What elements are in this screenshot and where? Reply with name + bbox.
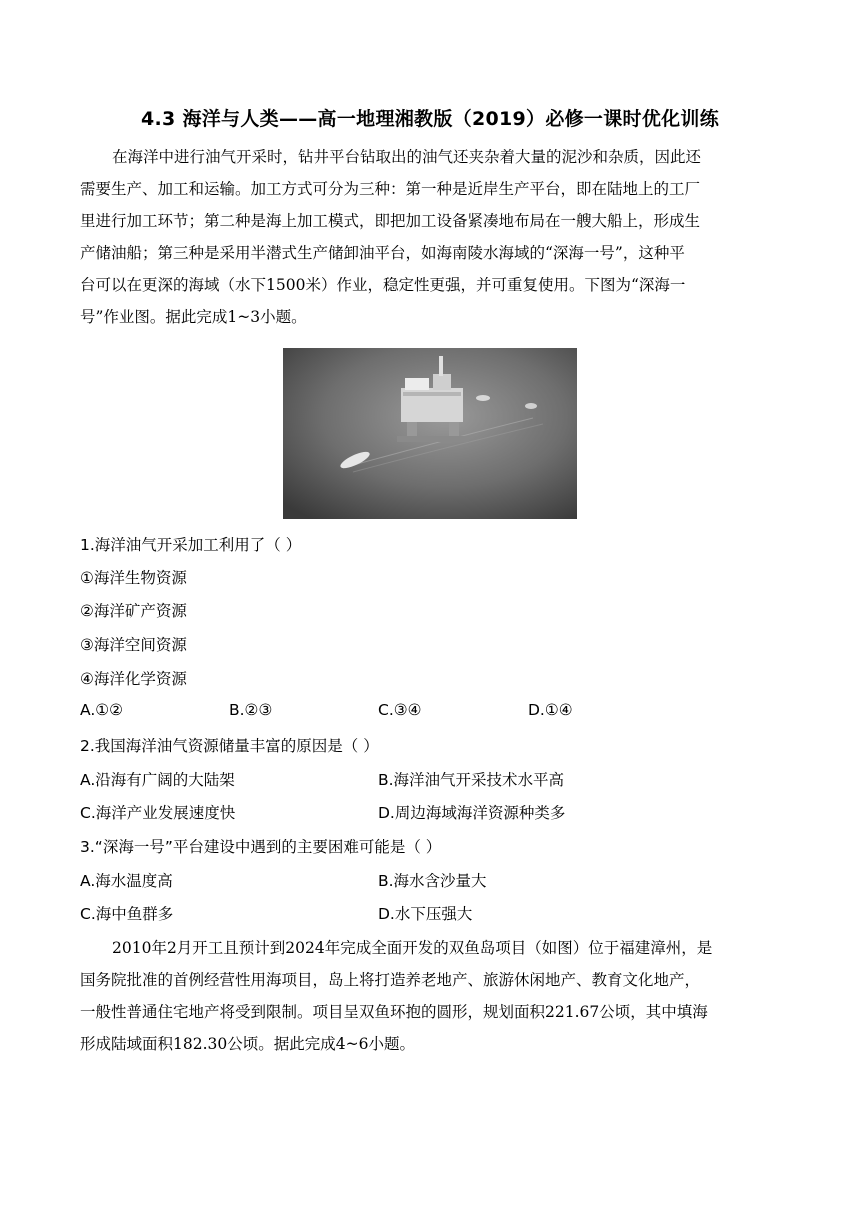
offshore-platform-photo-drawing: [283, 348, 577, 519]
document-title: 4.3 海洋与人类——高一地理湘教版（2019）必修一课时优化训练: [140, 108, 720, 130]
question-2-stem: 2.我国海洋油气资源储量丰富的原因是（ ）: [80, 737, 379, 755]
option-a[interactable]: A.沿海有广阔的大陆架: [80, 771, 235, 789]
question-1-stem: 1.海洋油气开采加工利用了（ ）: [80, 536, 302, 554]
option-b[interactable]: B.海水含沙量大: [378, 872, 487, 890]
passage-1-line: 产储油船；第三种是采用半潜式生产储卸油平台，如海南陵水海域的“深海一号”，这种平: [80, 244, 685, 262]
passage-1-line: 号”作业图。据此完成1~3小题。: [80, 308, 307, 326]
passage-1-line: 在海洋中进行油气开采时，钻井平台钻取出的油气还夹杂着大量的泥沙和杂质，因此还: [112, 148, 702, 166]
option-b[interactable]: B.②③: [229, 701, 273, 719]
offshore-platform-photo: [283, 348, 577, 519]
passage-2-line: 一般性普通住宅地产将受到限制。项目呈双鱼环抱的圆形，规划面积221.67公顷，其中填海: [80, 1003, 708, 1021]
passage-1-line: 台可以在更深的海域（水下1500米）作业，稳定性更强，并可重复使用。下图为“深海一: [80, 276, 686, 294]
passage-2-line: 国务院批准的首例经营性用海项目，岛上将打造养老地产、旅游休闲地产、教育文化地产，: [80, 971, 701, 989]
option-b[interactable]: B.海洋油气开采技术水平高: [378, 771, 565, 789]
option-a[interactable]: A.①②: [80, 701, 124, 719]
option-c[interactable]: C.海中鱼群多: [80, 905, 174, 923]
option-d[interactable]: D.周边海域海洋资源种类多: [378, 804, 566, 822]
passage-2: [80, 932, 780, 1060]
question-1-item: ②海洋矿产资源: [80, 602, 187, 620]
passage-1: [80, 141, 780, 333]
passage-2-line: 形成陆域面积182.30公顷。据此完成4~6小题。: [80, 1035, 415, 1053]
option-d[interactable]: D.①④: [528, 701, 573, 719]
option-c[interactable]: C.③④: [378, 701, 422, 719]
option-c[interactable]: C.海洋产业发展速度快: [80, 804, 236, 822]
question-3-stem: 3.“深海一号”平台建设中遇到的主要困难可能是（ ）: [80, 838, 442, 856]
question-1-item: ①海洋生物资源: [80, 569, 187, 587]
passage-1-line: 需要生产、加工和运输。加工方式可分为三种：第一种是近岸生产平台，即在陆地上的工厂: [80, 180, 701, 198]
option-a[interactable]: A.海水温度高: [80, 872, 173, 890]
option-d[interactable]: D.水下压强大: [378, 905, 473, 923]
question-1-item: ③海洋空间资源: [80, 636, 187, 654]
passage-1-line: 里进行加工环节；第二种是海上加工模式，即把加工设备紧凑地布局在一艘大船上，形成生: [80, 212, 701, 230]
passage-2-line: 2010年2月开工且预计到2024年完成全面开发的双鱼岛项目（如图）位于福建漳州，是: [112, 939, 713, 957]
question-1-item: ④海洋化学资源: [80, 670, 187, 688]
